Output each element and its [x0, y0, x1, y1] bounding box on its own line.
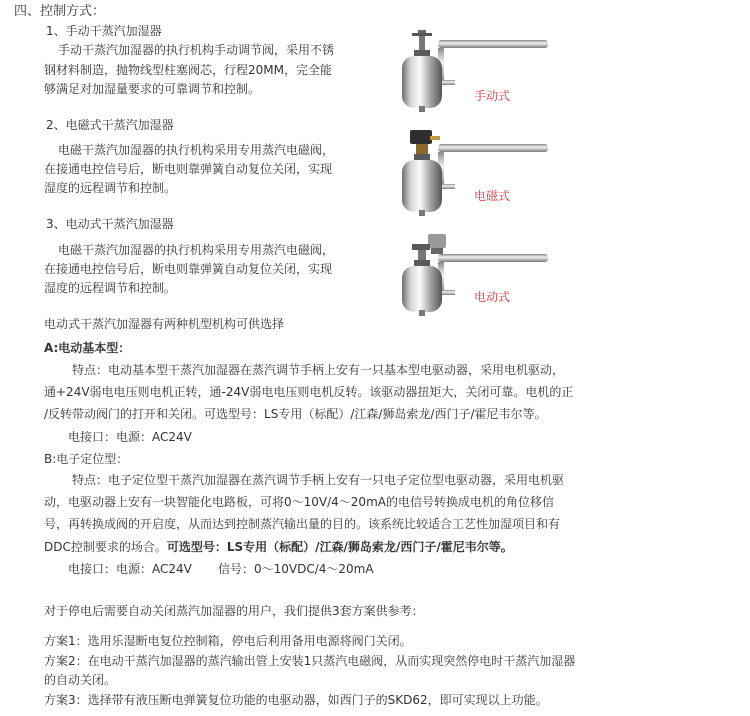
model-a-power: 电接口：电源：AC24V	[68, 430, 192, 444]
manual-line-2: 钢材料制造，抛物线型柱塞阀芯，行程20MM，完全能	[44, 63, 332, 77]
model-a-line-1: 特点：电动基本型干蒸汽加湿器在蒸汽调节手柄上安有一只基本型电驱动器，采用电机驱动，	[72, 363, 565, 377]
electric-line-1: 电磁干蒸汽加湿器的执行机构采用专用蒸汽电磁阀，	[58, 243, 335, 257]
model-b-line-1: 特点：电子定位型干蒸汽加湿器在蒸汽调节手柄上安有一只电子定位型电驱动器，采用电机驱	[72, 473, 565, 487]
solenoid-line-3: 湿度的远程调节和控制。	[44, 181, 177, 195]
electric-line-3: 湿度的远程调节和控制。	[44, 281, 177, 295]
model-b-line-4	[44, 537, 513, 557]
electric-caption: 电动式	[474, 290, 511, 304]
model-a-title: A:电动基本型：	[44, 341, 131, 355]
plan-2-continued: 的自动关闭。	[44, 673, 117, 687]
electric-line-2: 在接通电控信号后，断电则靠弹簧自动复位关闭，实现	[44, 262, 333, 276]
section-title: 四、控制方式：	[14, 4, 106, 19]
plan-1: 方案1：选用乐湿断电复位控制箱，停电后利用备用电源将阀门关闭。	[44, 634, 412, 648]
manual-caption: 手动式	[474, 89, 511, 103]
manual-line-3: 够满足对加湿量要求的可靠调节和控制。	[44, 82, 261, 96]
solenoid-caption: 电磁式	[474, 189, 511, 203]
model-b-line-4-normal: DDC控制要求的场合。	[44, 540, 167, 554]
model-b-title: B:电子定位型：	[44, 452, 129, 466]
model-b-power: 电接口：电源：AC24V	[68, 562, 192, 576]
electric-heading: 3、电动式干蒸汽加湿器	[46, 217, 174, 231]
model-a-line-2: 通+24V弱电电压则电机正转，通-24V弱电电压则电机反转。该驱动器扭矩大，关闭可靠。电机的正	[44, 385, 574, 399]
solenoid-heading: 2、电磁式干蒸汽加湿器	[46, 118, 174, 132]
model-b-line-3: 号，再转换成阀的开启度，从而达到控制蒸汽输出量的目的。该系统比较适合工艺性加湿项目和有	[44, 517, 561, 531]
model-b-signal: 信号：0～10VDC/4～20mA	[218, 562, 374, 576]
solenoid-line-1: 电磁干蒸汽加湿器的执行机构采用专用蒸汽电磁阀，	[58, 143, 335, 157]
manual-line-1: 手动干蒸汽加湿器的执行机构手动调节阀，采用不锈	[58, 43, 335, 57]
manual-heading: 1、手动干蒸汽加湿器	[46, 24, 162, 38]
models-intro: 电动式干蒸汽加湿器有两种机型机构可供选择	[44, 317, 285, 331]
model-b-line-4-bold: 可选型号：LS专用（标配）/江森/狮岛索龙/西门子/霍尼韦尔等。	[166, 540, 513, 554]
solenoid-line-2: 在接通电控信号后，断电则靠弹簧自动复位关闭，实现	[44, 162, 333, 176]
power-off-intro: 对于停电后需要自动关闭蒸汽加湿器的用户，我们提供3套方案供参考：	[44, 604, 424, 618]
plan-3: 方案3：选择带有液压断电弹簧复位功能的电驱动器，如西门子的SKD62，即可实现以上功能。	[44, 693, 548, 707]
plan-2: 方案2：在电动干蒸汽加湿器的蒸汽输出管上安装1只蒸汽电磁阀，从而实现突然停电时干蒸汽加湿器	[44, 654, 576, 668]
model-b-line-2: 动，电驱动器上安有一块智能化电路板，可将0～10V/4～20mA的电信号转换成电机的角位移信	[44, 495, 554, 509]
model-a-line-3: /反转带动阀门的打开和关闭。可选型号：LS专用（标配）/江森/狮岛索龙/西门子/霍尼韦尔等。	[44, 407, 547, 421]
